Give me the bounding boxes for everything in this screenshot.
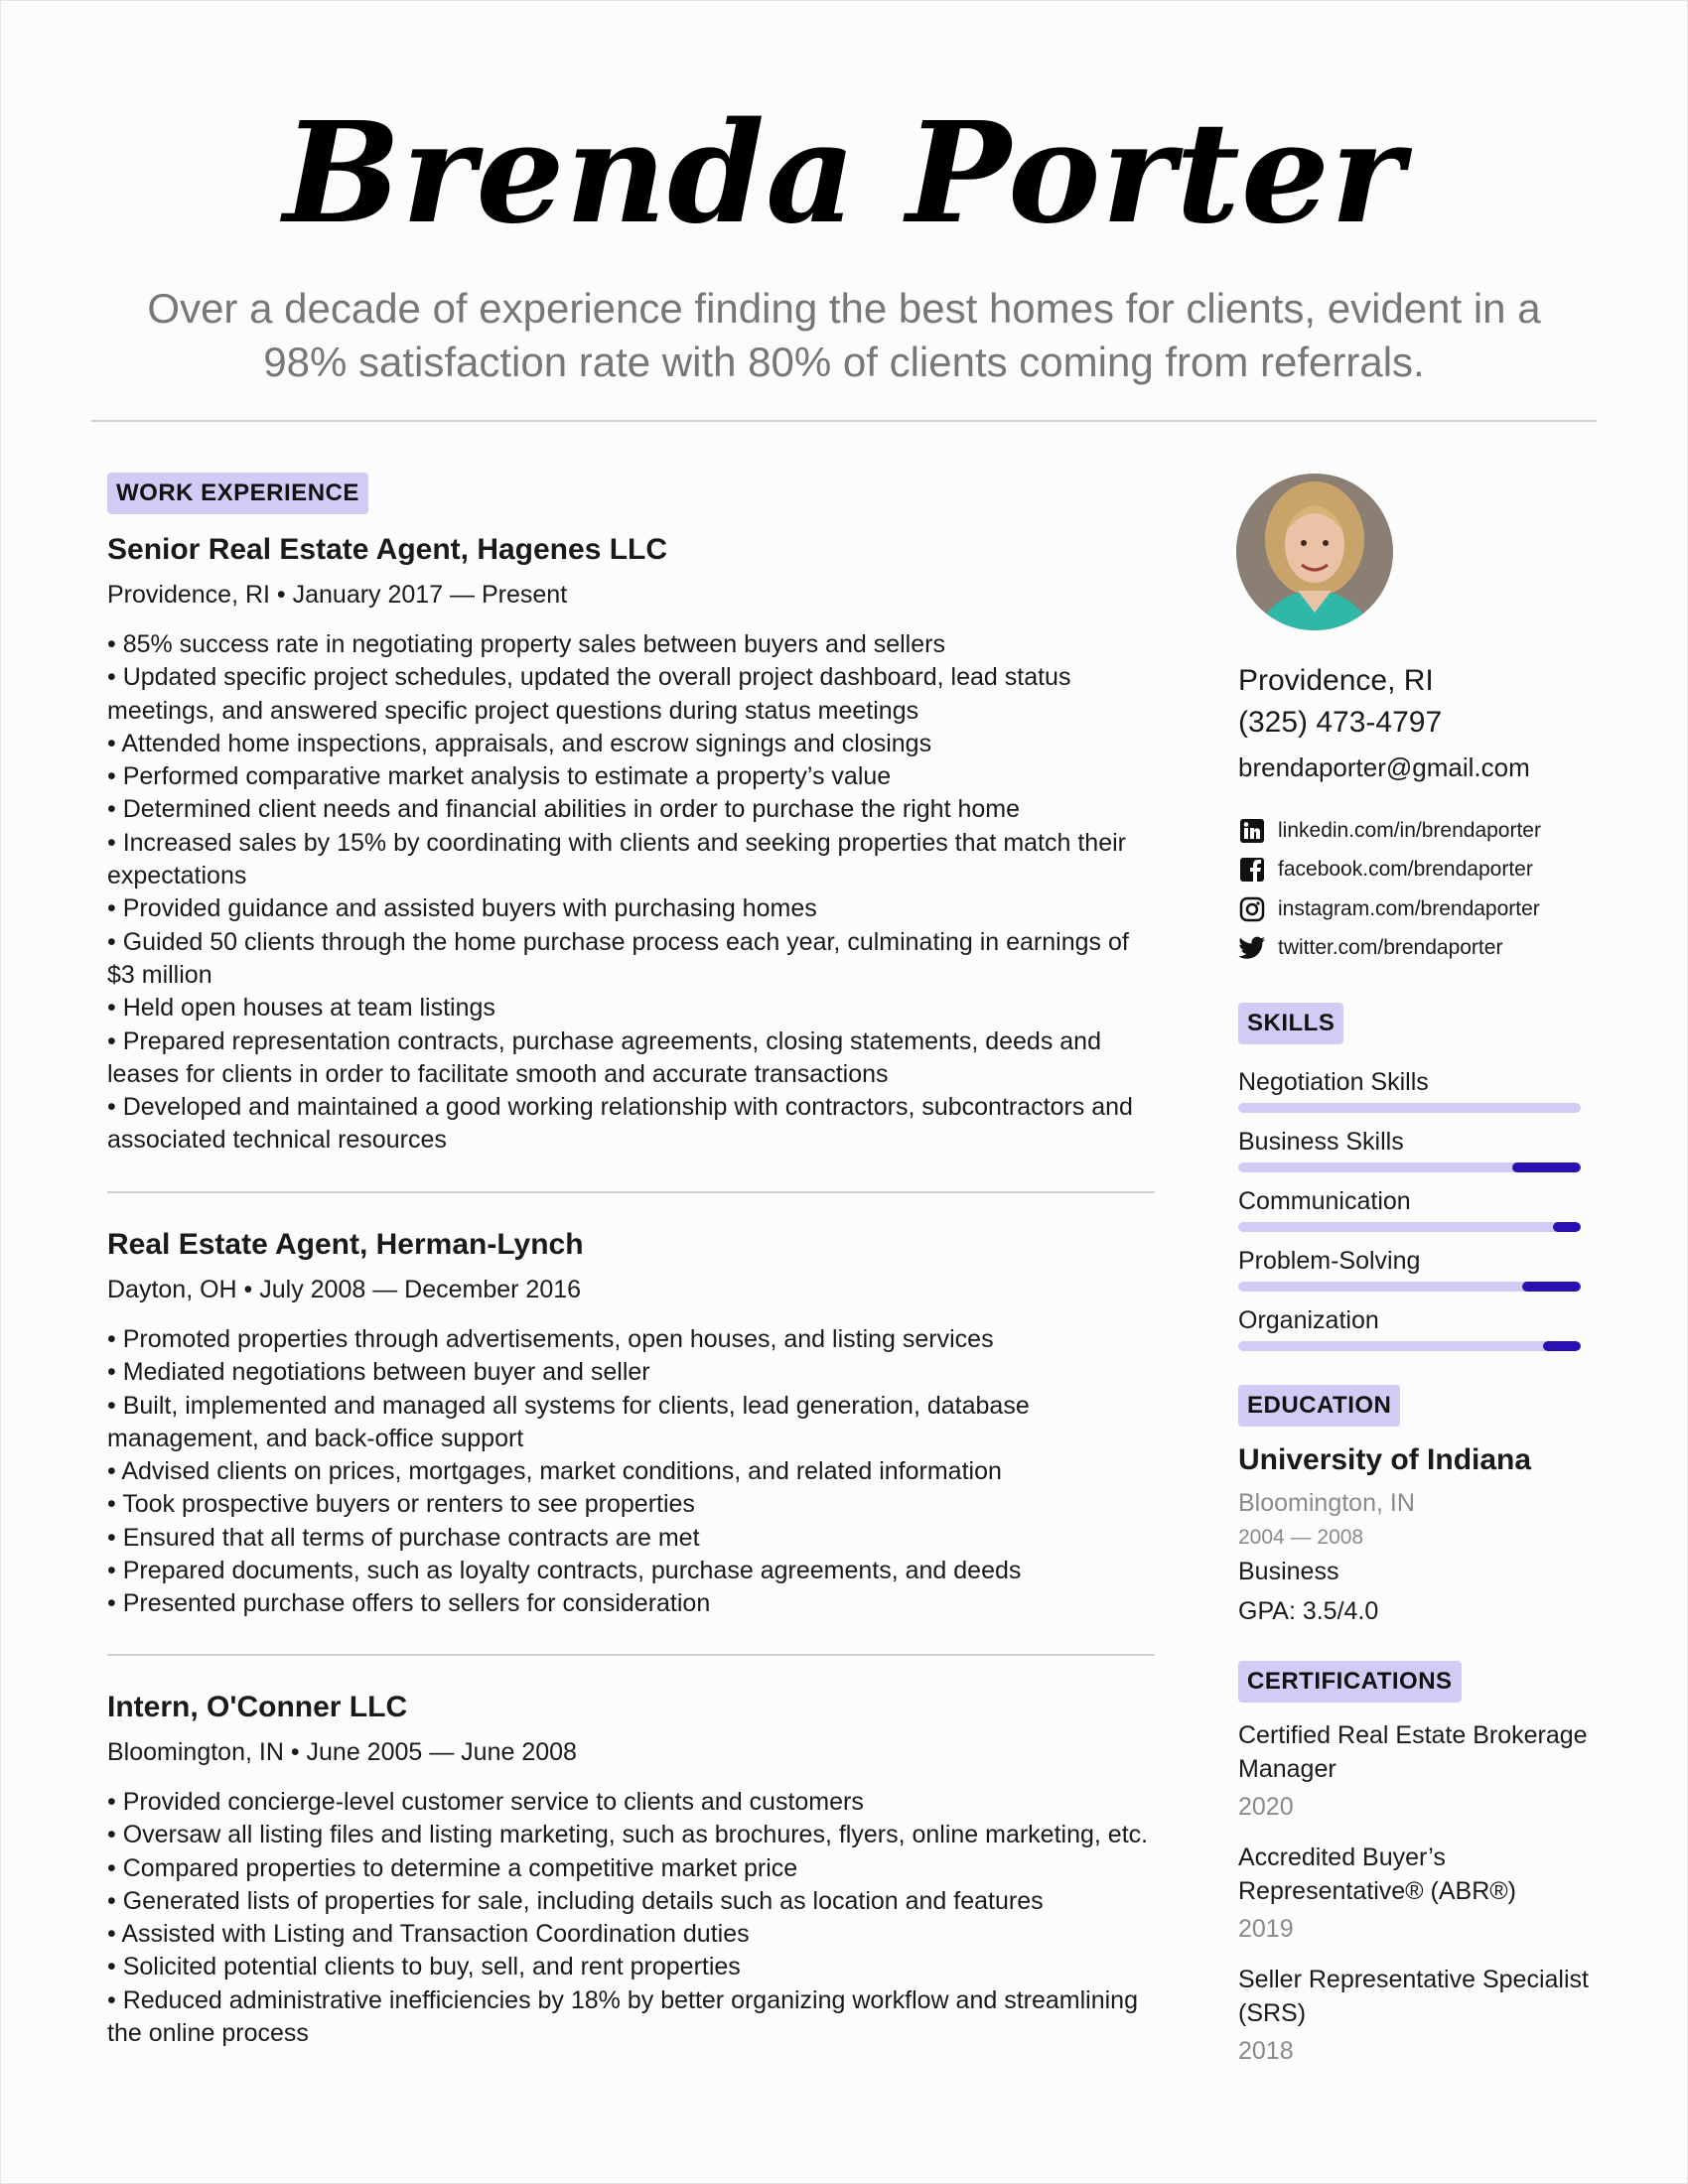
job-title: Real Estate Agent, Herman-Lynch — [107, 1228, 584, 1261]
social-text: instagram.com/brendaporter — [1278, 897, 1540, 920]
skill-bar — [1238, 1282, 1581, 1292]
skill-bar — [1238, 1222, 1581, 1232]
list-item: • Promoted properties through advertisements, open houses, and listing services — [107, 1325, 994, 1353]
list-item: • Took prospective buyers or renters to see properties — [107, 1490, 695, 1519]
social-text: facebook.com/brendaporter — [1278, 858, 1533, 881]
list-item: • Performed comparative market analysis to estimate a property’s value — [107, 762, 892, 791]
education-location: Bloomington, IN — [1238, 1489, 1415, 1517]
contact-location: Providence, RI — [1238, 664, 1434, 697]
job-meta: Dayton, OH • July 2008 — December 2016 — [107, 1276, 582, 1303]
skills-heading: SKILLS — [1238, 1003, 1343, 1044]
instagram-icon — [1238, 895, 1266, 923]
social-facebook[interactable] — [1238, 855, 1533, 885]
work-experience-heading: WORK EXPERIENCE — [107, 473, 368, 514]
list-item: • Increased sales by 15% by coordinating with clients and seeking properties that match their expectations — [107, 828, 1126, 890]
cert-name: Seller Representative Specialist (SRS) — [1238, 1966, 1589, 2027]
skill-fill — [1543, 1341, 1581, 1351]
list-item: • Built, implemented and managed all systems for clients, lead generation, database management, and back-office support — [107, 1391, 1030, 1452]
education-school: University of Indiana — [1238, 1443, 1532, 1476]
skill-fill — [1512, 1162, 1581, 1172]
social-twitter[interactable] — [1238, 933, 1502, 963]
linkedin-icon — [1238, 817, 1266, 845]
list-item: • Assisted with Listing and Transaction Coordination duties — [107, 1920, 750, 1949]
list-item: • Ensured that all terms of purchase contracts are met — [107, 1523, 700, 1552]
job-meta: Providence, RI • January 2017 — Present — [107, 581, 568, 609]
cert-year: 2018 — [1238, 2037, 1294, 2065]
list-item: • Generated lists of properties for sale, including details such as location and features — [107, 1886, 1044, 1915]
list-item: • Prepared representation contracts, purchase agreements, closing statements, deeds and leases for clients in order to facilitate smooth and accurate transactions — [107, 1026, 1101, 1088]
skill-fill — [1553, 1222, 1581, 1232]
skill-bar — [1238, 1103, 1581, 1113]
list-item: • Provided guidance and assisted buyers with purchasing homes — [107, 894, 817, 923]
skill-bar — [1238, 1162, 1581, 1172]
social-instagram[interactable] — [1238, 894, 1540, 924]
contact-email[interactable]: brendaporter@gmail.com — [1238, 752, 1530, 782]
cert-year: 2020 — [1238, 1793, 1294, 1821]
job-title: Intern, O'Conner LLC — [107, 1691, 408, 1723]
social-text: twitter.com/brendaporter — [1278, 936, 1503, 959]
list-item: • Solicited potential clients to buy, sell, and rent properties — [107, 1953, 741, 1981]
cert-name: Certified Real Estate Brokerage Manager — [1238, 1721, 1588, 1783]
job-divider — [107, 1191, 1155, 1193]
list-item: • Developed and maintained a good working relationship with contractors, subcontractors and associated technical resources — [107, 1093, 1133, 1155]
facebook-icon — [1238, 856, 1266, 884]
job-meta: Bloomington, IN • June 2005 — June 2008 — [107, 1738, 577, 1766]
education-years: 2004 — 2008 — [1238, 1526, 1364, 1549]
cert-year: 2019 — [1238, 1915, 1294, 1943]
list-item: • Prepared documents, such as loyalty contracts, purchase agreements, and deeds — [107, 1557, 1022, 1585]
skill-label: Business Skills — [1238, 1128, 1404, 1156]
list-item: • Provided concierge-level customer service to clients and customers — [107, 1788, 864, 1816]
header-divider — [91, 420, 1597, 422]
skill-label: Communication — [1238, 1187, 1411, 1215]
job-bullets — [107, 628, 1160, 1158]
list-item: • Mediated negotiations between buyer and seller — [107, 1358, 650, 1387]
social-text: linkedin.com/in/brendaporter — [1278, 819, 1541, 842]
list-item: • Advised clients on prices, mortgages, market conditions, and related information — [107, 1457, 1002, 1486]
list-item: • Determined client needs and financial abilities in order to purchase the right home — [107, 795, 1020, 824]
twitter-icon — [1238, 934, 1266, 962]
education-field: Business — [1238, 1558, 1339, 1585]
skill-label: Negotiation Skills — [1238, 1068, 1429, 1096]
applicant-name: Brenda Porter — [283, 92, 1405, 255]
list-item: • Compared properties to determine a competitive market price — [107, 1853, 798, 1882]
job-divider — [107, 1654, 1155, 1656]
list-item: • Guided 50 clients through the home purchase process each year, culminating in earnings of $3 million — [107, 927, 1129, 989]
skill-label: Problem-Solving — [1238, 1247, 1421, 1275]
list-item: • Held open houses at team listings — [107, 994, 495, 1023]
avatar — [1236, 474, 1393, 630]
social-linkedin[interactable] — [1238, 816, 1541, 846]
cert-name: Accredited Buyer’s Representative® (ABR®) — [1238, 1843, 1516, 1905]
skill-bar — [1238, 1341, 1581, 1351]
skill-label: Organization — [1238, 1306, 1379, 1334]
certifications-heading: CERTIFICATIONS — [1238, 1661, 1462, 1703]
education-heading: EDUCATION — [1238, 1385, 1400, 1427]
list-item: • Presented purchase offers to sellers for consideration — [107, 1589, 711, 1618]
education-gpa: GPA: 3.5/4.0 — [1238, 1597, 1379, 1625]
job-title: Senior Real Estate Agent, Hagenes LLC — [107, 533, 668, 566]
profile-photo — [1236, 474, 1393, 630]
summary: Over a decade of experience finding the best homes for clients, evident in a 98% satisfaction rate with 80% of clients coming from referrals. — [147, 285, 1541, 385]
job-bullets — [107, 1786, 1160, 2050]
contact-phone: (325) 473-4797 — [1238, 706, 1443, 739]
skill-fill — [1522, 1282, 1581, 1292]
list-item: • Attended home inspections, appraisals, and escrow signings and closings — [107, 729, 932, 757]
list-item: • Reduced administrative inefficiencies by 18% by better organizing workflow and streamlining the online process — [107, 1985, 1138, 2048]
list-item: • Oversaw all listing files and listing marketing, such as brochures, flyers, online marketing, etc. — [107, 1821, 1149, 1849]
job-bullets — [107, 1323, 1160, 1621]
list-item: • 85% success rate in negotiating property sales between buyers and sellers — [107, 630, 945, 658]
list-item: • Updated specific project schedules, updated the overall project dashboard, lead status meetings, and answered specific project questions during status meetings — [107, 663, 1071, 725]
